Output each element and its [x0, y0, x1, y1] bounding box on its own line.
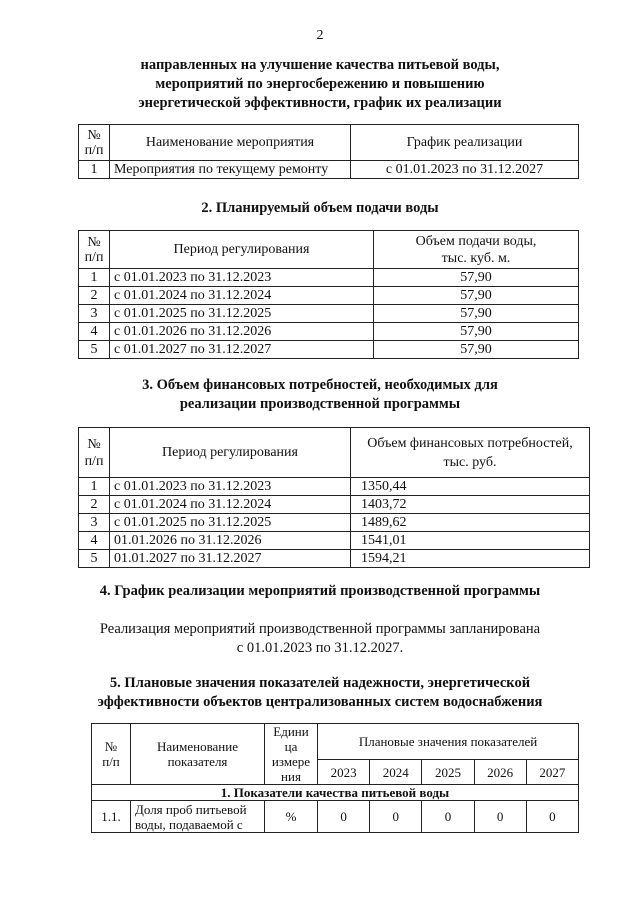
table-row	[79, 341, 579, 359]
cell-num: 5	[79, 550, 110, 568]
table-row	[79, 305, 579, 323]
col-header-year: 2026	[474, 760, 526, 785]
table-row	[79, 287, 579, 305]
col-header-volume	[374, 231, 579, 269]
col-header-num: № п/п	[79, 231, 110, 269]
cell-indicator	[131, 801, 265, 833]
table-header-row	[92, 724, 579, 760]
table-group-row	[92, 785, 579, 801]
col-header-year: 2025	[422, 760, 474, 785]
top-heading-line: мероприятий по энергосбережению и повышению	[155, 76, 485, 92]
col-header-unit-line: ния	[281, 769, 301, 784]
cell-num: 4	[79, 323, 110, 341]
col-header-year: 2027	[526, 760, 578, 785]
measures-table	[78, 124, 579, 179]
col-header-unit	[265, 724, 318, 785]
cell-num: 3	[79, 514, 110, 532]
top-heading	[0, 56, 640, 113]
col-header-unit-line: Едини	[273, 724, 309, 739]
group-title: 1. Показатели качества питьевой воды	[92, 785, 579, 801]
section-5-title-line: 5. Плановые значения показателей надежности, энергетической	[109, 675, 531, 691]
col-header-year: 2024	[370, 760, 422, 785]
col-header-indicator-line: Наименование	[157, 739, 238, 754]
cell-value: 0	[370, 801, 422, 833]
cell-num: 2	[79, 496, 110, 514]
table-header-row	[79, 125, 579, 161]
section-5-title	[0, 674, 640, 712]
section-4-text	[0, 620, 640, 658]
col-header-num-line: п/п	[102, 754, 120, 769]
page-number: 2	[316, 28, 324, 43]
cell-num: 2	[79, 287, 110, 305]
col-header-indicator-line: показателя	[167, 754, 228, 769]
cell-period: с 01.01.2024 по 31.12.2024	[110, 496, 351, 514]
col-header-schedule: График реализации	[351, 125, 579, 161]
col-header-finance	[351, 428, 590, 478]
section-4-text-line: Реализация мероприятий производственной программы запланирована	[99, 621, 541, 637]
section-4-text-line: с 01.01.2023 по 31.12.2027.	[236, 640, 404, 656]
table-row	[79, 323, 579, 341]
cell-period: с 01.01.2027 по 31.12.2027	[110, 341, 374, 359]
col-header-num: № п/п	[79, 125, 110, 161]
table-row	[79, 269, 579, 287]
col-header-indicator	[131, 724, 265, 785]
table-row	[79, 478, 590, 496]
cell-period: с 01.01.2026 по 31.12.2026	[110, 323, 374, 341]
table-row	[79, 496, 590, 514]
top-heading-line: направленных на улучшение качества питьевой воды,	[140, 57, 500, 73]
cell-volume: 57,90	[374, 323, 579, 341]
col-header-year: 2023	[318, 760, 370, 785]
cell-num: 1.1.	[92, 801, 131, 833]
table-row	[79, 161, 579, 179]
table-header-row	[79, 231, 579, 269]
col-header-unit-line: измере	[271, 754, 311, 769]
col-header-unit-line: ца	[284, 739, 298, 754]
col-header-measure: Наименование мероприятия	[110, 125, 351, 161]
col-header-num-line: №	[87, 436, 101, 452]
cell-num: 1	[79, 478, 110, 496]
cell-period: 01.01.2027 по 31.12.2027	[110, 550, 351, 568]
cell-period: с 01.01.2023 по 31.12.2023	[110, 269, 374, 287]
cell-indicator-line: Доля проб питьевой	[135, 801, 247, 817]
table-row	[79, 514, 590, 532]
section-3-title-line: 3. Объем финансовых потребностей, необходимых для	[142, 377, 498, 393]
cell-period: с 01.01.2023 по 31.12.2023	[110, 478, 351, 496]
cell-value: 0	[474, 801, 526, 833]
cell-num: 1	[79, 269, 110, 287]
cell-amount: 1403,72	[351, 496, 590, 514]
cell-value: 0	[422, 801, 474, 833]
financial-needs-table	[78, 427, 590, 568]
cell-volume: 57,90	[374, 341, 579, 359]
cell-value: 0	[526, 801, 578, 833]
cell-measure: Мероприятия по текущему ремонту	[110, 161, 351, 179]
cell-num: 5	[79, 341, 110, 359]
cell-value: 0	[318, 801, 370, 833]
cell-volume: 57,90	[374, 305, 579, 323]
cell-volume: 57,90	[374, 287, 579, 305]
indicators-table	[91, 723, 579, 833]
cell-num: 3	[79, 305, 110, 323]
cell-amount: 1350,44	[351, 478, 590, 496]
cell-amount: 1541,01	[351, 532, 590, 550]
col-header-finance-unit: тыс. руб.	[443, 454, 497, 470]
col-header-num	[79, 428, 110, 478]
cell-period: с 01.01.2025 по 31.12.2025	[110, 514, 351, 532]
section-3-title	[0, 376, 640, 414]
table-row	[92, 801, 579, 833]
cell-volume: 57,90	[374, 269, 579, 287]
cell-amount: 1489,62	[351, 514, 590, 532]
section-3-title-line: реализации производственной программы	[179, 396, 461, 412]
section-5-title-line: эффективности объектов централизованных систем водоснабжения	[97, 694, 543, 710]
cell-schedule: с 01.01.2023 по 31.12.2027	[351, 161, 579, 179]
col-header-num-line: №	[104, 739, 118, 754]
cell-num: 4	[79, 532, 110, 550]
col-header-period: Период регулирования	[110, 428, 351, 478]
col-header-volume-unit: тыс. куб. м.	[441, 250, 511, 266]
col-header-finance-line: Объем финансовых потребностей,	[367, 435, 573, 451]
cell-period: 01.01.2026 по 31.12.2026	[110, 532, 351, 550]
table-header-row	[79, 428, 590, 478]
water-supply-table	[78, 230, 579, 359]
col-header-num-line: п/п	[84, 453, 104, 469]
table-row	[79, 550, 590, 568]
section-2-title: 2. Планируемый объем подачи воды	[201, 200, 439, 216]
table-row	[79, 532, 590, 550]
cell-period: с 01.01.2024 по 31.12.2024	[110, 287, 374, 305]
cell-amount: 1594,21	[351, 550, 590, 568]
top-heading-line: энергетической эффективности, график их реализации	[138, 95, 502, 111]
cell-num: 1	[79, 161, 110, 179]
section-4-title: 4. График реализации мероприятий производственной программы	[99, 583, 541, 599]
col-header-num	[92, 724, 131, 785]
cell-period: с 01.01.2025 по 31.12.2025	[110, 305, 374, 323]
col-header-period: Период регулирования	[110, 231, 374, 269]
cell-indicator-line: воды, подаваемой с	[135, 816, 243, 832]
col-header-plan: Плановые значения показателей	[318, 724, 579, 760]
cell-unit: %	[265, 801, 318, 833]
col-header-volume-line: Объем подачи воды,	[415, 233, 537, 249]
